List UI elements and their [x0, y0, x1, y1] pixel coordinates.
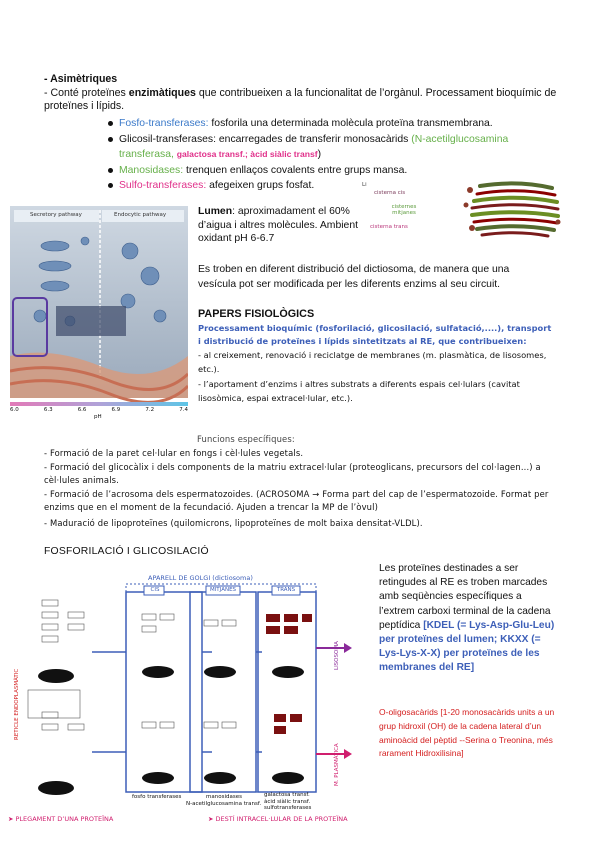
golgi-label-cis: cisterna cis — [374, 190, 406, 196]
functions-item-3: - Formació de l’acrosoma dels espermatozoides. (ACROSOMA → Forma part del cap de l’espermatozoide. Format per enzims que en el moment de la fecundació. Ajuden a trencar la MP de l’òvul) — [44, 489, 549, 513]
caption-nacetil: N-acetilglucosamina transf. — [186, 801, 262, 807]
golgi-glycosylation-diagram — [8, 572, 370, 810]
caption-manosidases: manosidases — [206, 794, 242, 800]
column-cis: CIS — [150, 587, 160, 593]
functions-title: Funcions específiques: — [197, 434, 295, 444]
right-label-membrane: M. PLASMÀTICA — [334, 743, 340, 786]
papers-subtitle: Processament bioquímic (fosforilació, glicosilació, sulfatació,....), transport i distribució de proteïnes i lípids sintetitzats al RE, que contribueixen: — [198, 323, 552, 346]
lumen-paragraph: Lumen: aproximadament el 60% d’aigua i altres molècules. Ambient oxidant pH 6-6.7 — [198, 206, 358, 244]
caption-fosfo: fosfo transferases — [132, 794, 182, 800]
intro-text-end: que contribueixen a la funcionalitat de l’orgànul. Processament bioquímic de proteïnes i lípids. — [44, 87, 557, 112]
papers-item-1: - al creixement, renovació i reciclatge de membranes (m. plasmàtica, de lisosomes, etc.). — [198, 350, 547, 374]
papers-item-2: - l’aportament d’enzims i altres substrats a diferents espais cel·lulars (cavitat lisosòmica, espai extracel·lular, etc.). — [198, 379, 520, 403]
oligo-paragraph: O-oligosacàrids [1-20 monosacàrids units a un grup hidroxil (OH) de la cadena lateral d’un aminoàcid del pèptid --Serina o Treonina, més rarament Hidroxilisina] — [379, 707, 555, 759]
papers-title: PAPERS FISIOLÒGICS — [198, 308, 315, 320]
retention-paragraph: Les proteïnes destinades a ser retingudes al RE es troben marcades amb seqüències específiques a l’extrem carboxi terminal de la cadena peptídica [KDEL (= Lys-Asp-Glu-Leu) per proteïnes del lumen; KKXX (= Lys-Lys-X-X) per proteïnes de les membranes del RE] — [379, 563, 555, 674]
endocytic-label: Endocytic pathway — [114, 212, 167, 218]
caption-galactosa: galactosa transf. — [264, 792, 310, 798]
list-item: Fosfo-transferases: fosforila una determinada molècula proteïna transmembrana. — [108, 116, 548, 132]
section-heading: - Asimètriques — [44, 73, 118, 85]
left-label-er: RETICLE ENDOPLASMÀTIC — [14, 668, 20, 740]
section2-title: FOSFORILACIÓ I GLICOSILACIÓ — [44, 546, 209, 557]
list-item: Sulfo-transferases: afegeixen grups fosfat. — [108, 178, 548, 194]
secretory-label: Secretory pathway — [30, 212, 82, 218]
functions-item-1: - Formació de la paret cel·lular en fongs i cèl·lules vegetals. — [44, 448, 304, 458]
caption-sialic: àcid siàlic transf. — [264, 799, 311, 805]
golgi-label-mid: cisternes mitjanes — [391, 204, 417, 216]
column-trans: TRANS — [276, 587, 296, 593]
functions-item-4: - Maduració de lipoproteïnes (quilomicrons, lipoproteïnes de molt baixa densitat-VLDL). — [44, 518, 423, 528]
column-mitjanes: MITJANES — [209, 587, 237, 593]
ph-label: pH — [94, 414, 102, 420]
list-item: Glicosil-transferases: encarregades de transferir monosacàrids (N-acetilglucosamina transferasa, galactosa transf.; àcid siàlic transf) — [108, 132, 548, 163]
right-label-lysosome: LISOSOMA — [334, 641, 340, 670]
footer-right: ➤ DESTÍ INTRACEL·LULAR DE LA PROTEÏNA — [208, 815, 348, 823]
golgi-label-trans: cisterna trans — [370, 224, 408, 230]
ph-axis: 6.0 6.3 6.6 6.9 7.2 7.4 — [10, 407, 188, 413]
diagram-title: APARELL DE GOLGI (dictiosoma) — [148, 574, 253, 582]
footer-left: ➤ PLEGAMENT D’UNA PROTEÏNA — [8, 815, 114, 823]
secretory-endocytic-pathway-diagram — [10, 206, 188, 406]
golgi-label-li: Li — [362, 182, 367, 188]
distribution-paragraph: Es troben en diferent distribució del dictiosoma, de manera que una vesícula pot ser modificada per les diferents enzims al seu circuit. — [198, 264, 510, 290]
golgi-diagram-svg — [8, 572, 370, 810]
caption-sulfo: sulfotransferases — [264, 805, 312, 811]
pathway-figure — [10, 206, 188, 420]
functions-item-2: - Formació del glicocàlix i dels components de la matriu extracel·lular (proteoglicans, precursors del col·lagen...) a cèl·lules animals. — [44, 462, 541, 486]
intro-bold: enzimàtiques — [128, 87, 196, 99]
intro-paragraph — [44, 87, 564, 113]
intro-text: - Conté proteïnes — [44, 87, 129, 99]
golgi-micrograph — [362, 178, 562, 242]
list-item: Manosidases: trenquen enllaços covalents entre grups mansa. — [108, 163, 548, 179]
